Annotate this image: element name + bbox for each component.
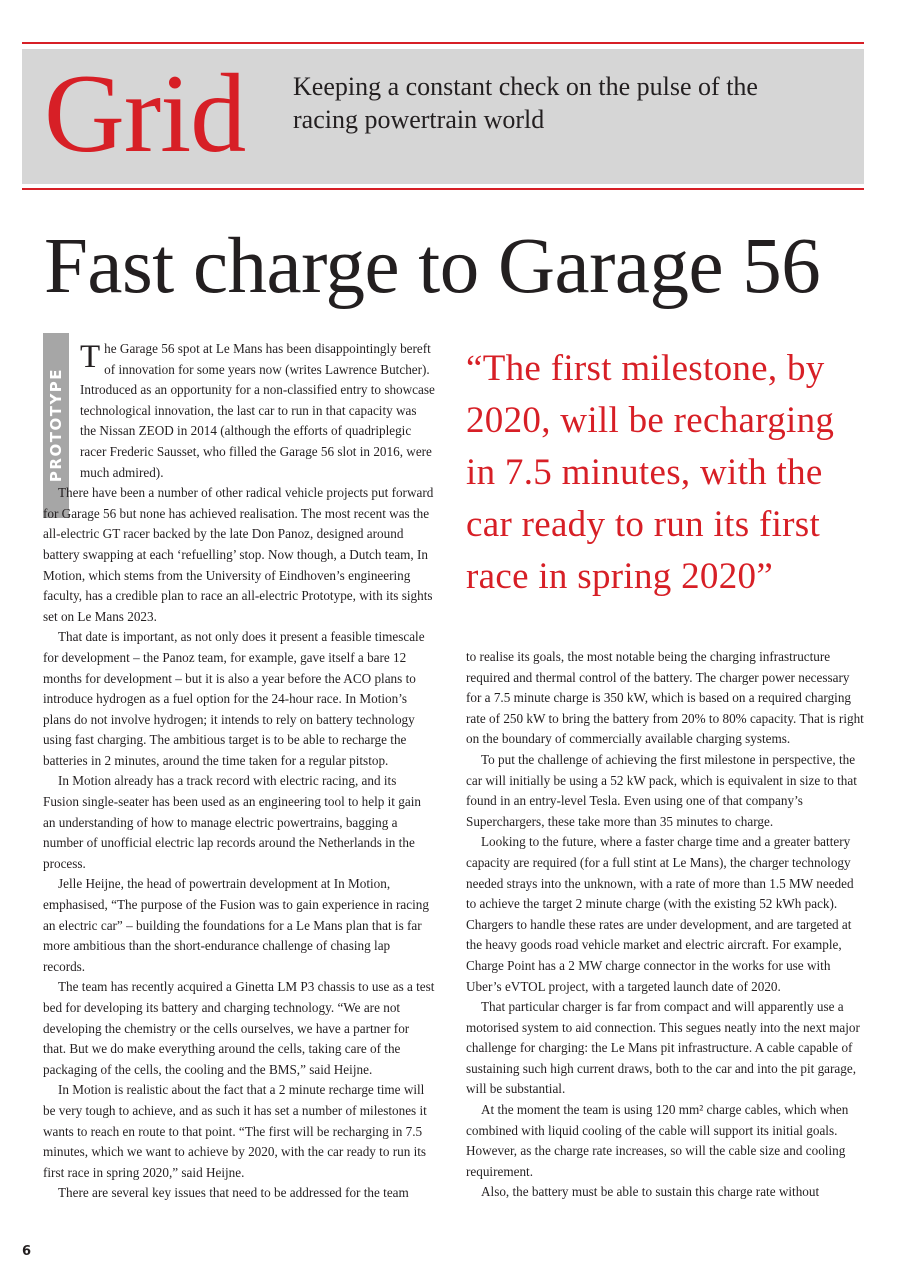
article-paragraph: to realise its goals, the most notable being the charging infrastructure required and thermal control of the battery. The charger power necessary for a 7.5 minute charge is 350 kW, which is based on a required charging rate of 250 kW to bring the battery from 20% to 80% capacity. That is right on the boundary of commercially available charging systems. [466,649,864,747]
category-tag-label: PROTOTYPE [47,367,65,483]
right-text-column [466,647,864,1203]
article-paragraph: That particular charger is far from compact and will apparently use a motorised system to aid connection. This segues neatly into the next major challenge for charging: the Le Mans pit infrastructure. A cable capable of sustaining such high current draws, both to the car and into the pit garage, will be substantial. [466,999,860,1097]
article-paragraph: The team has recently acquired a Ginetta LM P3 chassis to use as a test bed for developing its battery and charging technology. “We are not developing the chemistry or the cells ourselves, we have a partner for that. But we do make everything around the cells, taking care of the packaging of the cells, the cooling and the BMS,” said Heijne. [43,979,435,1077]
drop-cap: T [80,339,101,375]
article-paragraph: In Motion already has a track record with electric racing, and its Fusion single-seater has been used as an engineering tool to help it gain an understanding of how to manage electric powertrains, bagging a number of unofficial electric lap records around the Netherlands in the process. [43,773,421,871]
article-paragraph: In Motion is realistic about the fact that a 2 minute recharge time will be very tough to achieve, and as such it has set a number of milestones it wants to reach en route to that point. “The first will be recharging in 7.5 minutes, which we want to achieve by 2020, with the car ready to run its first race in spring 2020,” said Heijne. [43,1082,427,1180]
article-paragraph [43,339,435,483]
pull-quote-text: “The first milestone, by 2020, will be recharging in 7.5 minutes, with the car ready to run its first race in spring 2020” [466,348,835,597]
article-paragraph: Jelle Heijne, the head of powertrain development at In Motion, emphasised, “The purpose of the Fusion was to gain experience in racing an electric car” – building the foundations for a Le Mans plan that is far more ambitious than the short-endurance challenge of chasing lap records. [43,876,429,974]
header-top-rule [22,42,864,44]
article-paragraph: Looking to the future, where a faster charge time and a greater battery capacity are required (for a full stint at Le Mans), the charger technology needed strays into the unknown, with a rate of more than 1.5 MW needed to achieve the target 2 minute charge (with the existing 52 kWh pack). Chargers to handle these rates are under development, and are targeted at the heavy goods road vehicle market and electric aircraft. For example, Charge Point has a 2 MW charge connector in the works for use with Uber’s eVTOL project, with a targeted launch date of 2020. [466,834,854,994]
article-paragraph: There have been a number of other radical vehicle projects put forward for Garage 56 but none has achieved realisation. The most recent was the all-electric GT racer backed by the late Don Panoz, designed around battery swapping at each ‘refuelling’ stop. Now though, a Dutch team, In Motion, which stems from the University of Eindhoven’s engineering faculty, has a credible plan to race an all-electric Prototype, with its sights set on Le Mans 2023. [43,485,434,624]
section-title: Grid [44,52,246,176]
page-number: 6 [22,1244,32,1259]
section-banner [22,49,864,184]
article-paragraph: To put the challenge of achieving the first milestone in perspective, the car will initially be using a 52 kW pack, which is equivalent in size to that found in an entry-level Tesla. Even using one of that company’s Superchargers, these take more than 35 minutes to charge. [466,751,857,829]
header-bottom-rule [22,188,864,190]
article-paragraph: That date is important, as not only does it present a feasible timescale for development – the Panoz team, for example, gave itself a bare 12 months for development – but it is also a year before the ACO plans to introduce hydrogen as a fuel option for the 24-hour race. In Motion’s plans do not involve hydrogen; it intends to rely on battery technology using fast charging. The ambitious target is to be able to recharge the batteries in 2 minutes, around the time taken for a regular pitstop. [43,629,425,768]
tag-spacer [43,339,80,463]
paragraph-text: he Garage 56 spot at Le Mans has been disappointingly bereft of innovation for some years now (writes Lawrence Butcher). Introduced as an opportunity for a non-classified entry to showcase technological innovation, the last car to run in that capacity was the Nissan ZEOD in 2014 (although the efforts of quadriplegic racer Frederic Sausset, who filled the Garage 56 slot in 2016, were much admired). [80,341,435,480]
pull-quote [466,343,864,603]
article-paragraph: Also, the battery must be able to sustain this charge rate without [481,1184,820,1200]
section-tagline: Keeping a constant check on the pulse of the racing powertrain world [293,72,758,134]
article-paragraph: At the moment the team is using 120 mm² charge cables, which when combined with liquid cooling of the cable will support its initial goals. However, as the charge rate increases, so will the cable size and cooling requirement. [466,1102,849,1179]
left-text-column [43,339,435,1204]
article-paragraph: There are several key issues that need to be addressed for the team [58,1185,409,1201]
article-headline: Fast charge to Garage 56 [44,223,821,310]
